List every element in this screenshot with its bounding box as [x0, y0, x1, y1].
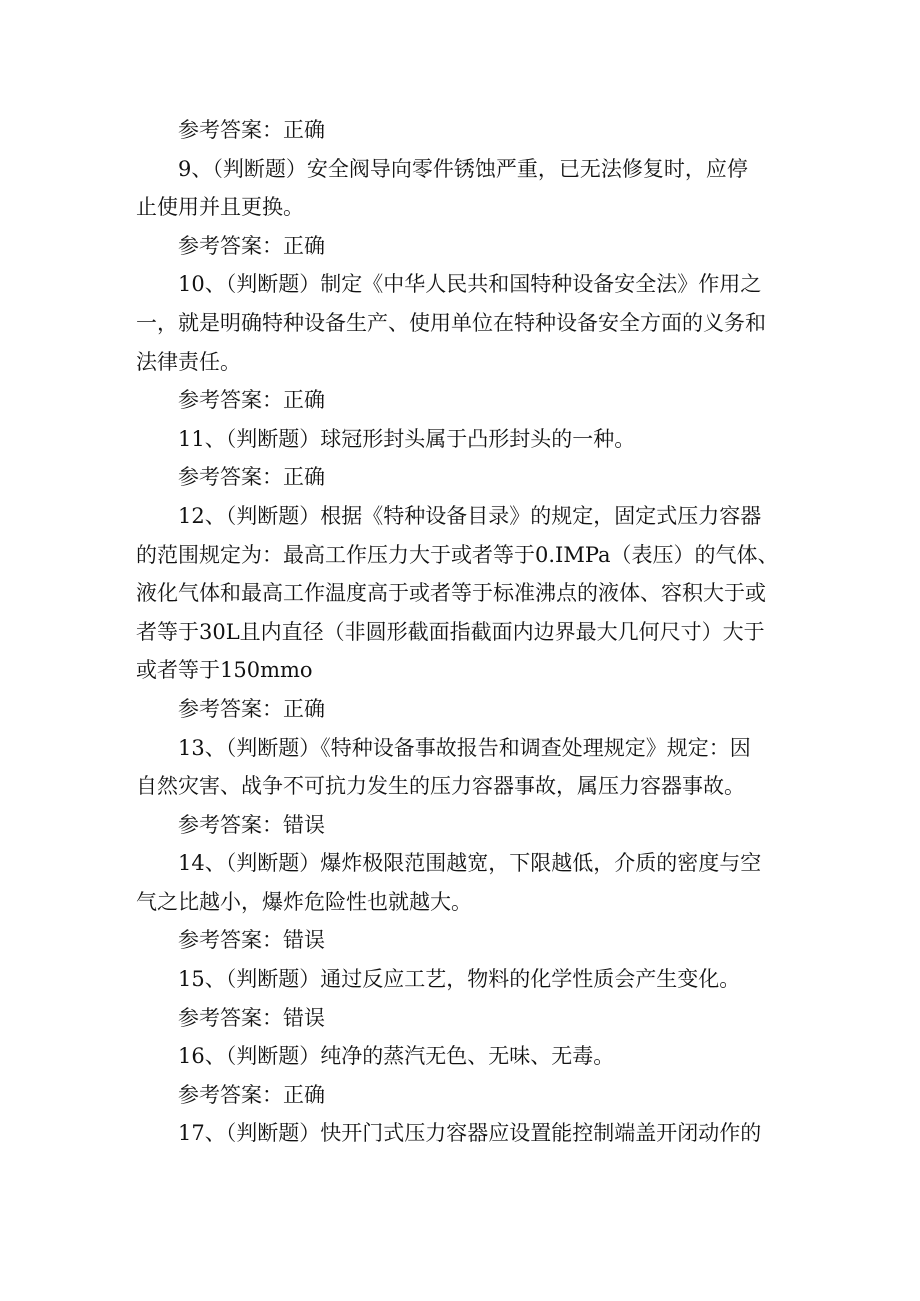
question-text-line: 法律责任。	[136, 349, 241, 374]
question-text-line: 15、（判断题）通过反应工艺，物料的化学性质会产生变化。	[178, 967, 741, 992]
question-text-line: 14、（判断题）爆炸极限范围越宽，下限越低，介质的密度与空	[178, 851, 762, 876]
answer-line: 参考答案：正确	[178, 388, 325, 413]
answer-line: 参考答案：错误	[178, 928, 325, 953]
question-text-line: 一，就是明确特种设备生产、使用单位在特种设备安全方面的义务和	[136, 310, 766, 335]
answer-line: 参考答案：错误	[178, 1005, 325, 1030]
question-text-line: 12、（判断题）根据《特种设备目录》的规定，固定式压力容器	[178, 503, 762, 528]
question-text-line: 止使用并且更换。	[136, 195, 304, 220]
question-text-line: 的范围规定为：最高工作压力大于或者等于0.IMPa（表压）的气体、	[136, 542, 779, 567]
answer-line: 参考答案：正确	[178, 1082, 325, 1107]
answer-line: 参考答案：正确	[178, 118, 325, 142]
answer-line: 参考答案：正确	[178, 696, 325, 721]
question-text-line: 液化气体和最高工作温度高于或者等于标准沸点的液体、容积大于或	[136, 581, 766, 606]
answer-line: 参考答案：正确	[178, 465, 325, 490]
question-text-line: 气之比越小，爆炸危险性也就越大。	[136, 889, 472, 914]
question-text-line: 10、（判断题）制定《中华人民共和国特种设备安全法》作用之	[178, 272, 762, 297]
question-text-line: 13、（判断题）《特种设备事故报告和调查处理规定》规定：因	[178, 735, 751, 760]
question-text-line: 自然灾害、战争不可抗力发生的压力容器事故，属压力容器事故。	[136, 774, 745, 799]
question-text-line: 者等于30L且内直径（非圆形截面指截面内边界最大几何尺寸）大于	[136, 619, 765, 644]
question-text-line: 11、（判断题）球冠形封头属于凸形封头的一种。	[178, 426, 636, 451]
answer-line: 参考答案：错误	[178, 812, 325, 837]
question-text-line: 或者等于150mmo	[136, 658, 313, 683]
question-text-line: 9、（判断题）安全阀导向零件锈蚀严重，已无法修复时，应停	[178, 156, 748, 181]
question-text-line: 17、（判断题）快开门式压力容器应设置能控制端盖开闭动作的	[178, 1121, 762, 1146]
answer-line: 参考答案：正确	[178, 233, 325, 258]
question-text-line: 16、（判断题）纯净的蒸汽无色、无味、无毒。	[178, 1044, 615, 1069]
document-body	[136, 111, 796, 1153]
